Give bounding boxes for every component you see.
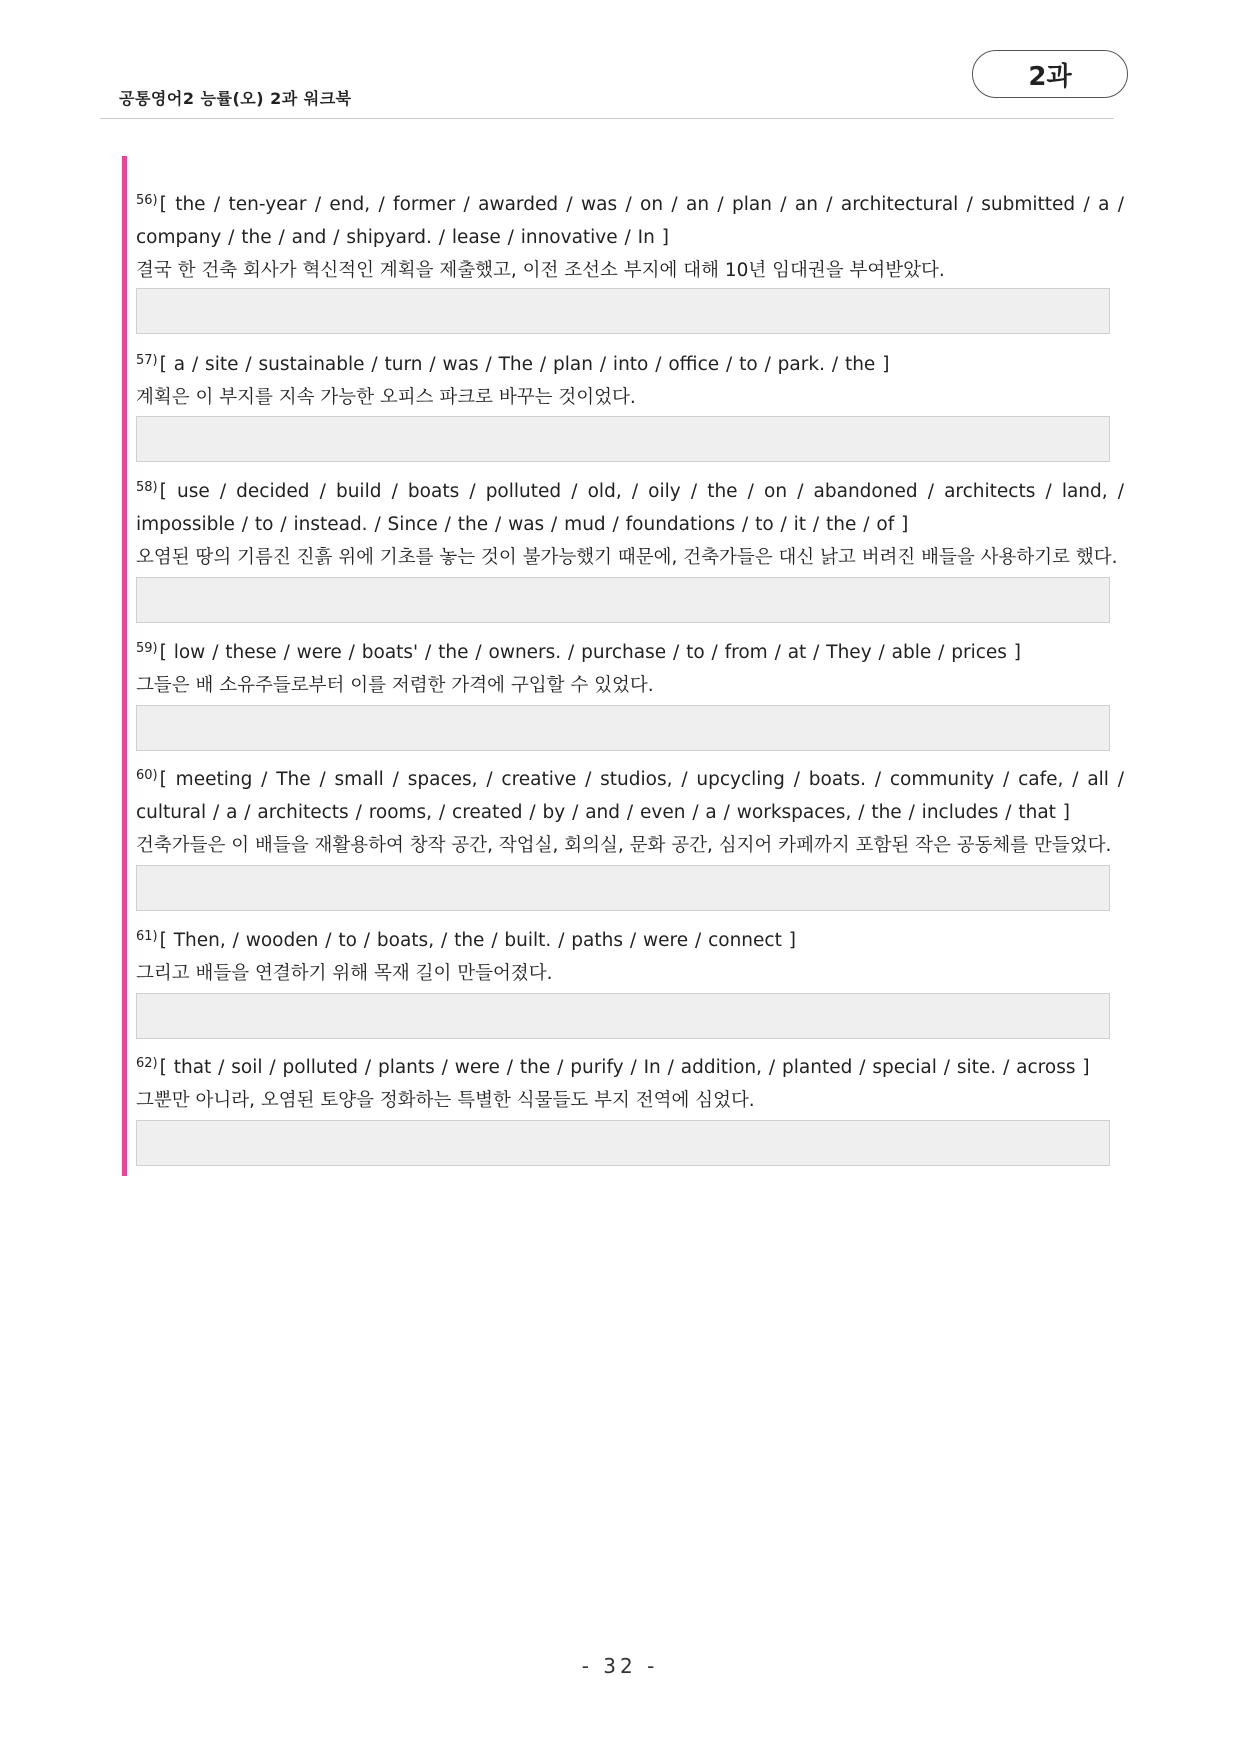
answer-box[interactable]	[136, 416, 1110, 462]
question-number: 58)	[136, 480, 158, 495]
answer-box[interactable]	[136, 865, 1110, 911]
lesson-badge: 2과	[972, 50, 1128, 98]
exercise-60	[136, 759, 1124, 862]
korean-translation: 결국 한 건축 회사가 혁신적인 계획을 제출했고, 이전 조선소 부지에 대해 10년 임대권을 부여받았다.	[136, 260, 945, 281]
exercise-61	[136, 920, 1124, 990]
word-scramble: [ Then, / wooden / to / boats, / the / built. / paths / were / connect ]	[159, 930, 796, 951]
exercise-57	[136, 344, 1124, 414]
question-number: 56)	[136, 193, 158, 208]
header-divider	[100, 118, 1114, 119]
answer-box[interactable]	[136, 288, 1110, 334]
korean-translation: 그뿐만 아니라, 오염된 토양을 정화하는 특별한 식물들도 부지 전역에 심었다.	[136, 1090, 755, 1111]
word-scramble: [ low / these / were / boats' / the / owners. / purchase / to / from / at / They / able / prices ]	[159, 642, 1022, 663]
exercise-59	[136, 632, 1124, 702]
answer-box[interactable]	[136, 1120, 1110, 1166]
korean-translation: 계획은 이 부지를 지속 가능한 오피스 파크로 바꾸는 것이었다.	[136, 387, 636, 408]
exercise-prompt	[136, 759, 1124, 829]
answer-box[interactable]	[136, 993, 1110, 1039]
question-number: 62)	[136, 1056, 158, 1071]
exercise-prompt	[136, 344, 1124, 381]
accent-bar	[122, 156, 127, 1176]
korean-translation: 오염된 땅의 기름진 진흙 위에 기초를 놓는 것이 불가능했기 때문에, 건축가들은 대신 낡고 버려진 배들을 사용하기로 했다.	[136, 547, 1118, 568]
korean-translation: 그들은 배 소유주들로부터 이를 저렴한 가격에 구입할 수 있었다.	[136, 675, 654, 696]
exercise-56	[136, 184, 1124, 287]
word-scramble: [ the / ten-year / end, / former / awarded / was / on / an / plan / an / architectural / submitted / a / company / the / and / shipyard. / lease / innovative / In ]	[136, 194, 1124, 248]
exercise-62	[136, 1047, 1124, 1117]
exercise-prompt	[136, 471, 1124, 541]
word-scramble: [ meeting / The / small / spaces, / creative / studios, / upcycling / boats. / community / cafe, / all / cultural / a / architects / rooms, / created / by / and / even / a / workspaces, / the / includes / that ]	[136, 769, 1124, 823]
answer-box[interactable]	[136, 705, 1110, 751]
korean-translation: 건축가들은 이 배들을 재활용하여 창작 공간, 작업실, 회의실, 문화 공간, 심지어 카페까지 포함된 작은 공동체를 만들었다.	[136, 835, 1112, 856]
word-scramble: [ a / site / sustainable / turn / was / The / plan / into / office / to / park. / the ]	[159, 354, 890, 375]
question-number: 59)	[136, 641, 158, 656]
exercise-prompt	[136, 632, 1124, 669]
question-number: 61)	[136, 929, 158, 944]
question-number: 60)	[136, 768, 158, 783]
exercise-prompt	[136, 1047, 1124, 1084]
korean-translation: 그리고 배들을 연결하기 위해 목재 길이 만들어졌다.	[136, 963, 553, 984]
word-scramble: [ that / soil / polluted / plants / were / the / purify / In / addition, / planted / special / site. / across ]	[159, 1057, 1090, 1078]
workbook-title: 공통영어2 능률(오) 2과 워크북	[119, 89, 352, 108]
page-number: - 32 -	[581, 1654, 659, 1678]
exercise-58	[136, 471, 1124, 574]
question-number: 57)	[136, 353, 158, 368]
word-scramble: [ use / decided / build / boats / polluted / old, / oily / the / on / abandoned / architects / land, / impossible / to / instead. / Since / the / was / mud / foundations / to / it / the / of ]	[136, 481, 1124, 535]
exercise-prompt	[136, 184, 1124, 254]
exercise-prompt	[136, 920, 1124, 957]
answer-box[interactable]	[136, 577, 1110, 623]
